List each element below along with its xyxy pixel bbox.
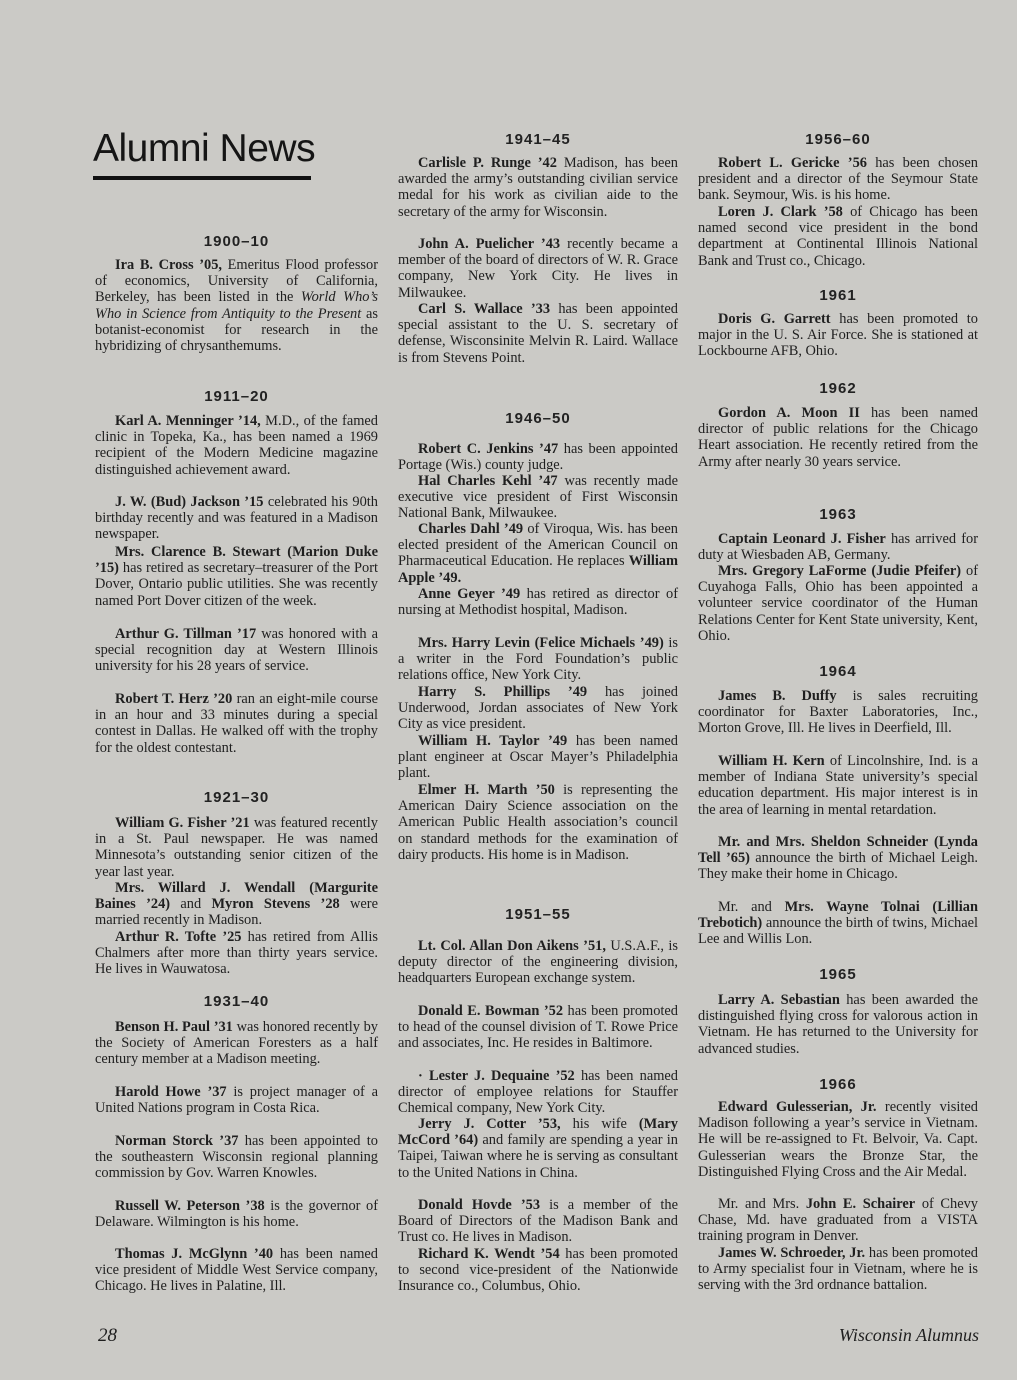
year-heading: 1900–10 xyxy=(203,233,270,250)
news-entry: Arthur G. Tillman ’17 was honored with a special recognition day at Western Illinois university for his 28 years of service. xyxy=(95,626,378,675)
news-entry: Captain Leonard J. Fisher has arrived for duty at Wiesbaden AB, Germany. xyxy=(698,531,978,564)
news-entry: Mr. and Mrs. Sheldon Schneider (Lynda Tell ’65) announce the birth of Michael Leigh. They make their home in Chicago. xyxy=(698,834,978,883)
news-entry: Norman Storck ’37 has been appointed to the southeastern Wisconsin regional planning commission by Gov. Warren Knowles. xyxy=(95,1133,378,1182)
news-entry: Mr. and Mrs. John E. Schairer of Chevy Chase, Md. have graduated from a VISTA training program in Denver. xyxy=(698,1196,979,1245)
news-entry: Arthur R. Tofte ’25 has retired from Allis Chalmers after more than thirty years service. He lives in Wauwatosa. xyxy=(95,929,379,978)
news-entry: Robert L. Gericke ’56 has been chosen president and a director of the Seymour State bank. Seymour, Wis. is his home. xyxy=(698,155,978,204)
year-heading: 1921–30 xyxy=(203,789,270,806)
news-entry: Richard K. Wendt ’54 has been promoted to second vice-president of the Nationwide Insurance co., Columbus, Ohio. xyxy=(398,1246,678,1295)
news-entry: Mrs. Gregory LaForme (Judie Pfeifer) of Cuyahoga Falls, Ohio has been appointed a volunteer service coordinator of the Human Relations Center for Kent State university, Kent, Ohio. xyxy=(698,563,978,644)
year-heading: 1965 xyxy=(819,966,857,983)
news-entry: Harry S. Phillips ’49 has joined Underwood, Jordan associates of New York City as vice president. xyxy=(398,684,678,733)
news-entry: William H. Kern of Lincolnshire, Ind. is a member of Indiana State university’s special education department. His major interest is in the area of learning in mental retardation. xyxy=(698,753,979,818)
news-entry: Edward Gulesserian, Jr. recently visited Madison following a year’s service in Vietnam. He will be re-assigned to Ft. Belvoir, Va. Capt. Gulesserian wears the Bronze Star, the Distinguished Flying Cross and the Air Medal. xyxy=(698,1099,978,1180)
news-entry: Loren J. Clark ’58 of Chicago has been named second vice president in the bond department at Continental Illinois National Bank and Trust co., Chicago. xyxy=(698,204,979,269)
news-entry: Donald Hovde ’53 is a member of the Board of Directors of the Madison Bank and Trust co. He lives in Madison. xyxy=(398,1197,678,1246)
news-entry: Robert T. Herz ’20 ran an eight-mile course in an hour and 33 minutes during a special contest in Dallas. He walked off with the trophy for the oldest contestant. xyxy=(95,691,378,756)
news-entry: Carl S. Wallace ’33 has been appointed special assistant to the U. S. secretary of defense, Wisconsinite Melvin R. Laird. Wallace is from Stevens Point. xyxy=(398,301,678,366)
year-heading: 1946–50 xyxy=(505,410,571,427)
news-entry: Anne Geyer ’49 has retired as director of nursing at Methodist hospital, Madison. xyxy=(398,586,678,619)
news-entry: Mrs. Harry Levin (Felice Michaels ’49) is a writer in the Ford Foundation’s public relations office, New York City. xyxy=(398,635,678,684)
news-entry: Elmer H. Marth ’50 is representing the American Dairy Science association on the American Public Health association’s council on standard methods for the examination of dairy products. His home is in Madison. xyxy=(398,782,678,863)
title-underline xyxy=(93,176,311,180)
news-entry: Carlisle P. Runge ’42 Madison, has been awarded the army’s outstanding civilian service medal for his work as civilian aide to the secretary of the army for Wisconsin. xyxy=(398,155,678,220)
year-heading: 1966 xyxy=(819,1076,857,1093)
news-entry: Larry A. Sebastian has been awarded the distinguished flying cross for valorous action in Vietnam. He has returned to the University for advanced studies. xyxy=(698,992,978,1057)
year-heading: 1963 xyxy=(819,506,857,523)
year-heading: 1962 xyxy=(819,380,857,397)
year-heading: 1964 xyxy=(819,663,857,680)
year-heading: 1941–45 xyxy=(505,131,571,148)
news-entry: Donald E. Bowman ’52 has been promoted to head of the counsel division of T. Rowe Price and associates, Inc. He resides in Baltimore. xyxy=(398,1003,678,1052)
news-entry: John A. Puelicher ’43 recently became a member of the board of directors of W. R. Grace company, New York City. He lives in Milwaukee. xyxy=(398,236,678,301)
page-number: 28 xyxy=(98,1325,117,1346)
year-heading: 1961 xyxy=(819,287,857,304)
news-entry: Benson H. Paul ’31 was honored recently by the Society of American Foresters as a half century member at a Madison meeting. xyxy=(95,1019,378,1068)
news-entry: Jerry J. Cotter ’53, his wife (Mary McCord ’64) and family are spending a year in Taipei, Taiwan where he is serving as consultant to the United Nations in China. xyxy=(398,1116,678,1181)
news-entry: Ira B. Cross ’05, Emeritus Flood professor of economics, University of California, Berkeley, has been listed in the World Who’s Who in Science from Antiquity to the Present as botanist-economist for research in the hybridizing of chrysanthemums. xyxy=(95,257,379,355)
news-entry: Mrs. Clarence B. Stewart (Marion Duke ’15) has retired as secretary–treasurer of the Port Dover, Ontario public utilities. She was recently named Port Dover citizen of the week. xyxy=(95,544,378,609)
page-title: Alumni News xyxy=(93,127,316,170)
news-entry: Charles Dahl ’49 of Viroqua, Wis. has been elected president of the American Council on Pharmaceutical Education. He replaces William Apple ’49. xyxy=(398,521,678,586)
magazine-name: Wisconsin Alumnus xyxy=(838,1325,979,1345)
news-entry: Lt. Col. Allan Don Aikens ’51, U.S.A.F., is deputy director of the engineering division, headquarters European exchange system. xyxy=(398,938,679,987)
news-entry: William H. Taylor ’49 has been named plant engineer at Oscar Mayer’s Philadelphia plant. xyxy=(398,733,678,782)
news-entry: Harold Howe ’37 is project manager of a United Nations program in Costa Rica. xyxy=(95,1084,378,1117)
news-entry: Robert C. Jenkins ’47 has been appointed Portage (Wis.) county judge. xyxy=(398,441,678,474)
year-heading: 1951–55 xyxy=(505,906,571,923)
news-entry: · Lester J. Dequaine ’52 has been named director of employee relations for Stauffer Chemical company, New York City. xyxy=(398,1068,679,1117)
news-entry: Mr. and Mrs. Wayne Tolnai (Lillian Trebotich) announce the birth of twins, Michael Lee and Willis Lon. xyxy=(698,899,978,948)
news-entry: J. W. (Bud) Jackson ’15 celebrated his 90th birthday recently and was featured in a Madison newspaper. xyxy=(95,494,378,543)
year-heading: 1911–20 xyxy=(204,388,269,405)
news-entry: Hal Charles Kehl ’47 was recently made executive vice president of First Wisconsin National Bank, Milwaukee. xyxy=(398,473,678,522)
year-heading: 1931–40 xyxy=(203,993,270,1010)
news-entry: Doris G. Garrett has been promoted to major in the U. S. Air Force. She is stationed at Lockbourne AFB, Ohio. xyxy=(698,311,978,360)
news-entry: Gordon A. Moon II has been named director of public relations for the Chicago Heart association. He recently retired from the Army after nearly 30 years service. xyxy=(698,405,978,470)
news-entry: Russell W. Peterson ’38 is the governor of Delaware. Wilmington is his home. xyxy=(95,1198,378,1231)
news-entry: James W. Schroeder, Jr. has been promoted to Army specialist four in Vietnam, where he is serving with the 3rd ordnance battalion. xyxy=(698,1245,978,1294)
news-entry: William G. Fisher ’21 was featured recently in a St. Paul newspaper. He was named Minnesota’s outstanding senior citizen of the year last year. xyxy=(95,815,379,880)
news-entry: Thomas J. McGlynn ’40 has been named vice president of Middle West Service company, Chicago. He lives in Palatine, Ill. xyxy=(95,1246,378,1295)
news-entry: James B. Duffy is sales recruiting coordinator for Baxter Laboratories, Inc., Morton Grove, Ill. He lives in Deerfield, Ill. xyxy=(698,688,978,737)
news-entry: Karl A. Menninger ’14, M.D., of the famed clinic in Topeka, Ka., has been named a 1969 recipient of the Modern Medicine magazine distinguished achievement award. xyxy=(95,413,378,478)
news-entry: Mrs. Willard J. Wendall (Margurite Baines ’24) and Myron Stevens ’28 were married recently in Madison. xyxy=(95,880,378,929)
year-heading: 1956–60 xyxy=(805,131,871,148)
